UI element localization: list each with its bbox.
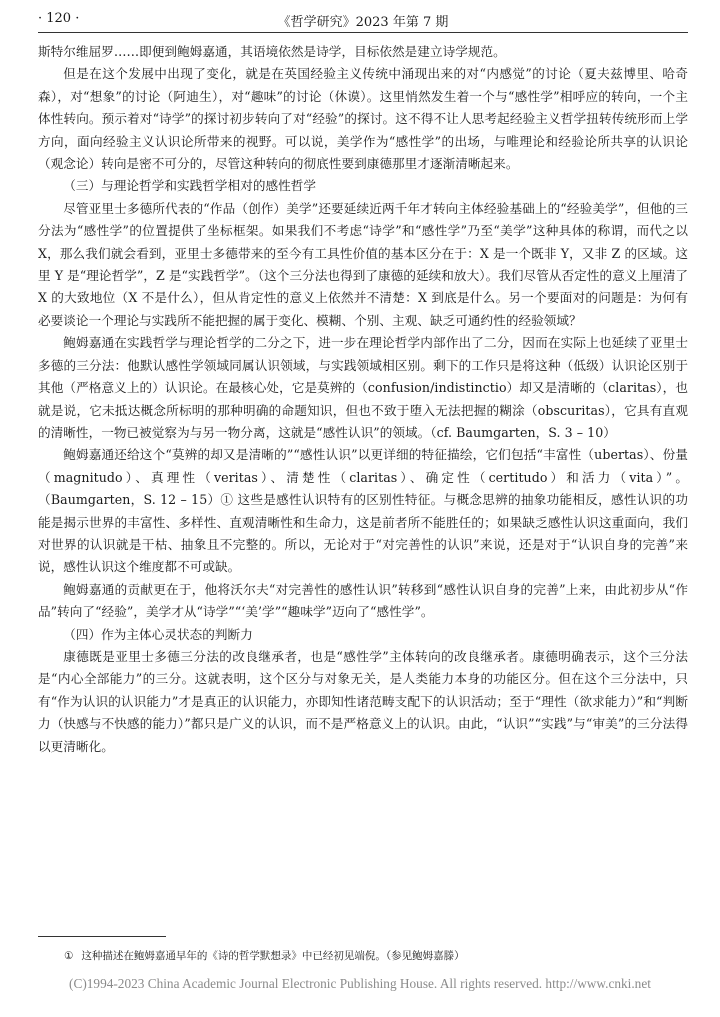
paragraph: 尽管亚里士多德所代表的“作品（创作）美学”还要延续近两千年才转向主体经验基础上的“经验美学”，但他的三分法为“感性学”的位置提供了坐标框架。如果我们不考虑“诗学”和“感性学”乃至“美学”这种具体的称谓，而代之以 X，那么我们就会看到，亚里士多德带来的至今有工具性价值的基本区分在于：X 是一个既非 Y，又非 Z 的区域。这里 Y 是“理论哲学”，Z 是“实践哲学”。（这个三分法也得到了康德的延续和放大）。我们尽管从否定性的意义上厘清了 X 的大致地位（X 不是什么），但从肯定性的意义上依然并不清楚：X 到底是什么。另一个要面对的问题是：为何有必要谈论一个理论与实践所不能把握的属于变化、模糊、个别、主观、缺乏可通约性的经验领域？ xyxy=(38,200,688,328)
section-heading: （四）作为主体心灵状态的判断力 xyxy=(63,626,253,642)
paragraph: 鲍姆嘉通的贡献更在于，他将沃尔夫“对完善性的感性认识”转移到“感性认识自身的完善”上来，由此初步从“作品”转向了“经验”，美学才从“诗学”“‘美’学”“趣味学”迈向了“感性学”。 xyxy=(38,581,688,620)
section-heading: （三）与理论哲学和实践哲学相对的感性哲学 xyxy=(63,178,317,194)
footnote-mark: ① xyxy=(64,950,74,962)
paragraph: 但是在这个发展中出现了变化，就是在英国经验主义传统中涌现出来的对“内感觉”的讨论（夏夫兹博里、哈奇森），对“想象”的讨论（阿迪生），对“趣味”的讨论（休谟）。这里悄然发生着一个与“感性学”相呼应的转向，一个主体性转向。预示着对“诗学”的探讨初步转向了对“经验”的探讨。这不得不让人思考起经验主义哲学扭转传统形而上学方向，面向经验主义认识论所带来的视野。可以说，美学作为“感性学”的出场，与唯理论和经验论所共享的认识论（观念论）转向是密不可分的，尽管这种转向的彻底性要到康德那里才逐渐清晰起来。 xyxy=(38,66,688,172)
article-body xyxy=(38,41,688,758)
paragraph: 斯特尔维屈罗……即便到鲍姆嘉通，其语境依然是诗学，目标依然是建立诗学规范。 xyxy=(38,44,506,59)
page-header xyxy=(38,8,688,30)
page-number: · 120 · xyxy=(38,11,80,26)
journal-title: 《哲学研究》2023 年第 7 期 xyxy=(277,15,449,30)
footnote-rule xyxy=(38,936,166,937)
footnote-text: 这种描述在鲍姆嘉通早年的《诗的哲学默想录》中已经初见端倪。（参见鲍姆嘉滕） xyxy=(81,950,465,962)
footnote xyxy=(64,948,684,964)
header-rule xyxy=(38,32,688,33)
copyright-notice: (C)1994-2023 China Academic Journal Electronic Publishing House. All rights reserved. http://www.cnki.net xyxy=(69,976,651,991)
paragraph: 康德既是亚里士多德三分法的改良继承者，也是“感性学”主体转向的改良继承者。康德明确表示，这个三分法是“内心全部能力”的三分。这就表明，这个区分与对象无关，是人类能力本身的功能区分。但在这个三分法中，只有“作为认识的认识能力”才是真正的认识能力，亦即知性诸范畴支配下的认识活动；至于“理性（欲求能力）”和“判断力（快感与不快感的能力）”都只是广义的认识，而不是严格意义上的认识。由此，“认识”“实践”与“审美”的三分法得以更清晰化。 xyxy=(38,648,688,754)
paragraph: 鲍姆嘉通还给这个“莫辨的却又是清晰的”“感性认识”以更详细的特征描绘，它们包括“丰富性（ubertas）、份量（magnitudo）、真理性（veritas）、清楚性（claritas）、确定性（certitudo）和活力（vita）”。（Baumgarten，S. 12 – 15）① 这些是感性认识特有的区别性特征。与概念思辨的抽象功能相反，感性认识的功能是揭示世界的丰富性、多样性、直观清晰性和生命力，这是前者所不能胜任的；如果缺乏感性认识这重面向，我们对世界的认识就是干枯、抽象且不完整的。所以，无论对于“对完善性的认识”来说，还是对于“认识自身的完善”来说，感性认识这个维度都不可或缺。 xyxy=(38,447,688,575)
paragraph: 鲍姆嘉通在实践哲学与理论哲学的二分之下，进一步在理论哲学内部作出了二分，因而在实际上也延续了亚里士多德的三分法：他默认感性学领域同属认识领域，与实践领域相区别。剩下的工作只是将这种（低级）认识论区别于其他（严格意义上的）认识论。在最核心处，它是莫辨的（confusion/indistinctio）却又是清晰的（claritas），也就是说，它未抵达概念所标明的那种明确的命题知识，但也不致于堕入无法把握的糊涂（obscuritas），它具有直观的清晰性，一物已被觉察为与另一物分离，这就是“感性认识”的领域。（cf. Baumgarten，S. 3 – 10） xyxy=(38,335,688,440)
